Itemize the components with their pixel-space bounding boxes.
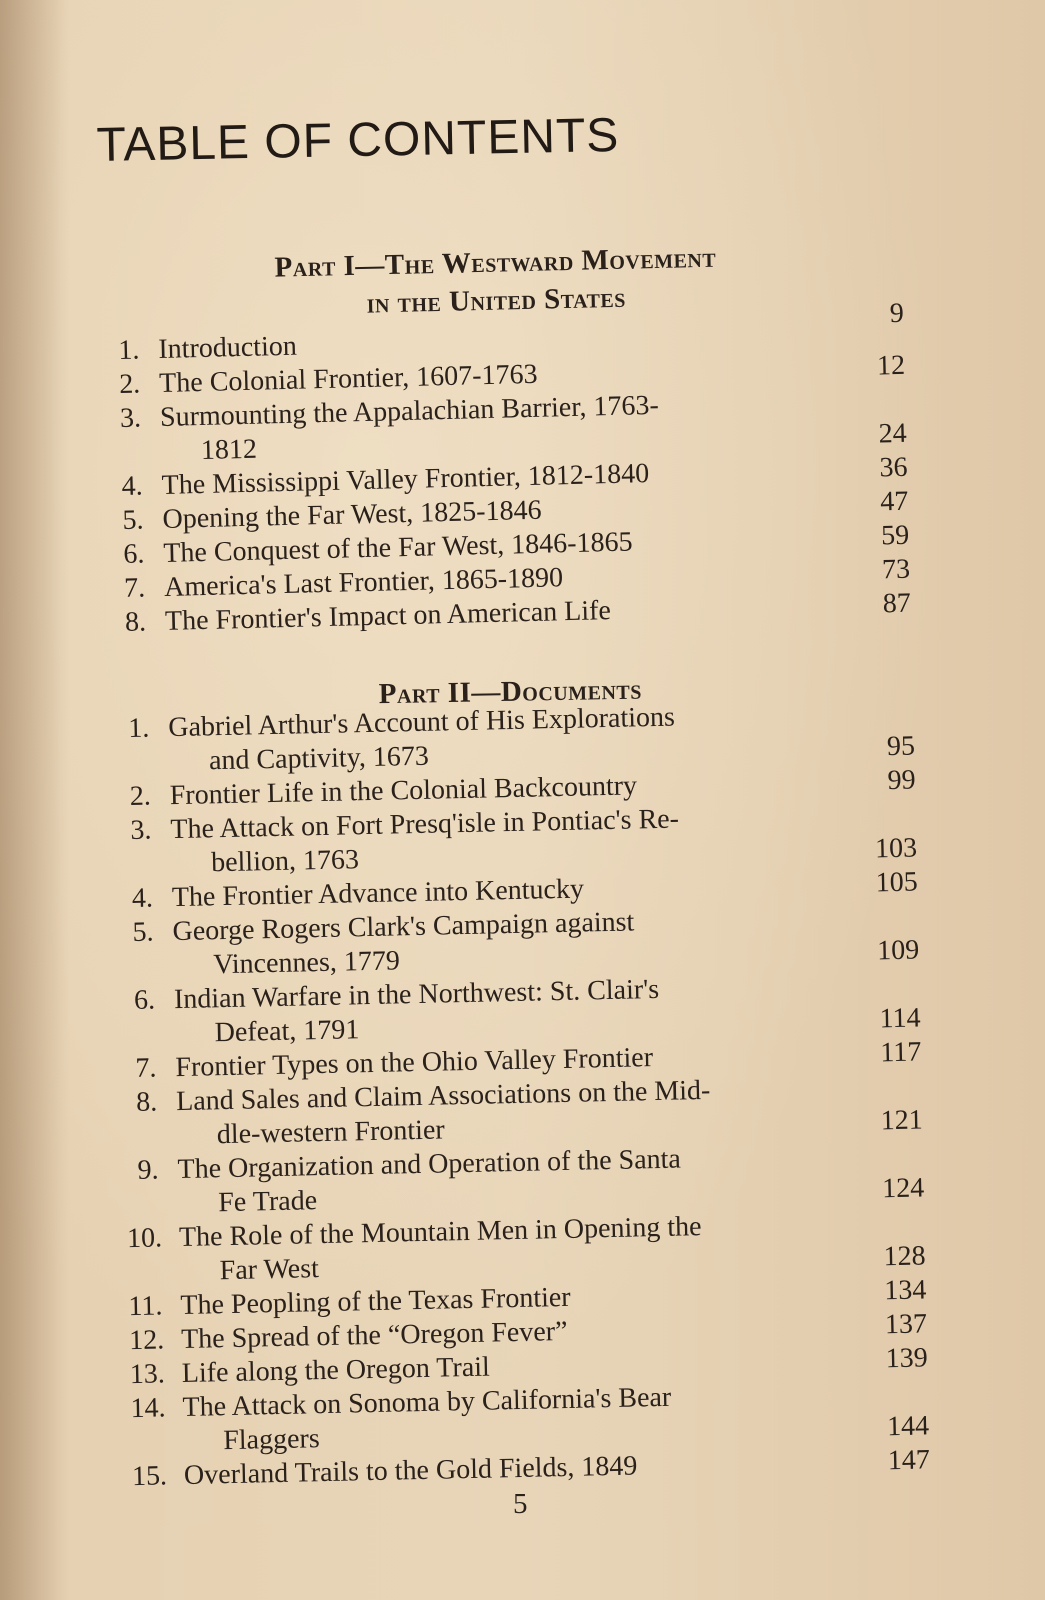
entry-page: 121 [880, 1104, 924, 1137]
entry-title-line2: Defeat, 1791 [214, 1014, 360, 1049]
entry-page: 137 [884, 1308, 928, 1341]
entry-page: 24 [878, 417, 908, 450]
entry-title: Frontier Life in the Colonial Backcountry [169, 770, 638, 812]
entry-page: 59 [880, 519, 910, 552]
entry-page: 99 [887, 764, 916, 797]
entry-title: Frontier Types on the Ohio Valley Frontier [175, 1042, 654, 1084]
entry-page: 73 [881, 553, 911, 586]
entry-title-line1: Gabriel Arthur's Account of His Explorations [168, 701, 676, 744]
entry-page: 105 [875, 866, 919, 899]
entry-number: 7. [123, 572, 146, 604]
entry-page: 128 [883, 1240, 926, 1273]
part1-heading-line2: in the United States [366, 281, 627, 320]
entry-page: 47 [879, 485, 909, 518]
entry-page: 9 [889, 297, 905, 330]
entry-title-line2: 1812 [200, 433, 258, 467]
entry-title: Overland Trails to the Gold Fields, 1849 [183, 1450, 638, 1491]
entry-number: 11. [128, 1290, 163, 1323]
entry-number: 6. [133, 984, 156, 1016]
entry-number: 8. [135, 1086, 158, 1118]
entry-page: 139 [885, 1342, 929, 1375]
entry-title-line2: bellion, 1763 [210, 844, 360, 879]
entry-title: The Frontier Advance into Kentucky [171, 873, 585, 914]
page-gutter-shadow [0, 0, 70, 1600]
part1-heading [215, 237, 777, 326]
entry-page: 114 [879, 1002, 921, 1035]
entry-number: 2. [118, 368, 141, 400]
part1-heading-line1: Part I—The Westward Movement [274, 241, 717, 284]
entry-title-line2: dle-western Frontier [216, 1114, 445, 1151]
entry-title-line1: Surmounting the Appalachian Barrier, 1763- [159, 389, 660, 433]
page-title: TABLE OF CONTENTS [96, 108, 620, 172]
entry-title-line1: The Role of the Mountain Men in Opening the [178, 1211, 702, 1254]
entry-number: 3. [119, 402, 142, 434]
entry-page: 134 [883, 1274, 927, 1307]
entry-title: Introduction [158, 330, 298, 366]
entry-title-line1: Indian Warfare in the Northwest: St. Clair's [173, 973, 660, 1016]
entry-number: 5. [122, 504, 144, 536]
entry-number: 6. [123, 538, 145, 570]
entry-title-line2: Far West [219, 1253, 320, 1287]
entry-number: 13. [129, 1358, 166, 1391]
entry-title: The Frontier's Impact on American Life [164, 595, 612, 637]
part2-heading-text: Part II—Documents [378, 673, 643, 711]
entry-number: 4. [131, 882, 154, 914]
entry-page: 117 [880, 1036, 922, 1069]
entry-title: The Spread of the “Oregon Fever” [180, 1315, 568, 1356]
entry-title: The Conquest of the Far West, 1846-1865 [162, 526, 633, 569]
entry-page: 103 [874, 832, 918, 865]
entry-title-line2: Flaggers [222, 1423, 321, 1457]
entry-number: 12. [128, 1324, 165, 1357]
entry-title-line1: George Rogers Clark's Campaign against [172, 906, 635, 948]
entry-number: 9. [137, 1154, 159, 1186]
page-number: 5 [513, 1488, 528, 1520]
entry-title-line1: The Attack on Sonoma by California's Bear [182, 1381, 672, 1424]
entry-number: 15. [131, 1460, 168, 1493]
entry-page: 95 [886, 730, 916, 763]
entry-number: 14. [130, 1392, 166, 1425]
entry-number: 2. [129, 780, 152, 812]
entry-number: 7. [135, 1052, 157, 1084]
entry-title: Opening the Far West, 1825-1846 [162, 494, 542, 535]
entry-page: 147 [887, 1444, 931, 1477]
entry-page: 36 [879, 451, 908, 484]
entry-title: Life along the Oregon Trail [181, 1351, 491, 1390]
entry-page: 87 [882, 587, 912, 620]
entry-title: The Peopling of the Texas Frontier [180, 1281, 571, 1322]
entry-title: The Colonial Frontier, 1607-1763 [158, 358, 538, 400]
entry-title-line2: Vincennes, 1779 [212, 945, 401, 981]
entry-number: 3. [130, 814, 152, 846]
entry-number: 10. [126, 1222, 163, 1255]
entry-page: 124 [881, 1172, 925, 1205]
entry-number: 4. [121, 470, 144, 502]
entry-number: 1. [118, 334, 140, 366]
entry-number: 5. [132, 916, 154, 948]
entry-title-line1: Land Sales and Claim Associations on the Mid- [175, 1074, 711, 1118]
entry-title-line1: The Attack on Fort Presq'isle in Pontiac's Re- [170, 803, 680, 846]
part2-entries [128, 696, 930, 1494]
entry-number: 8. [124, 606, 147, 638]
entry-number: 1. [128, 712, 150, 744]
entry-page: 144 [886, 1410, 930, 1443]
entry-title-line2: Fe Trade [217, 1185, 318, 1219]
entry-page: 109 [876, 934, 920, 967]
entry-title: The Mississippi Valley Frontier, 1812-1840 [161, 458, 650, 501]
entry-title-line2: and Captivity, 1673 [208, 740, 430, 777]
entry-title: America's Last Frontier, 1865-1890 [163, 562, 564, 603]
entry-page: 12 [876, 349, 906, 382]
entry-title-line1: The Organization and Operation of the Santa [177, 1143, 682, 1186]
